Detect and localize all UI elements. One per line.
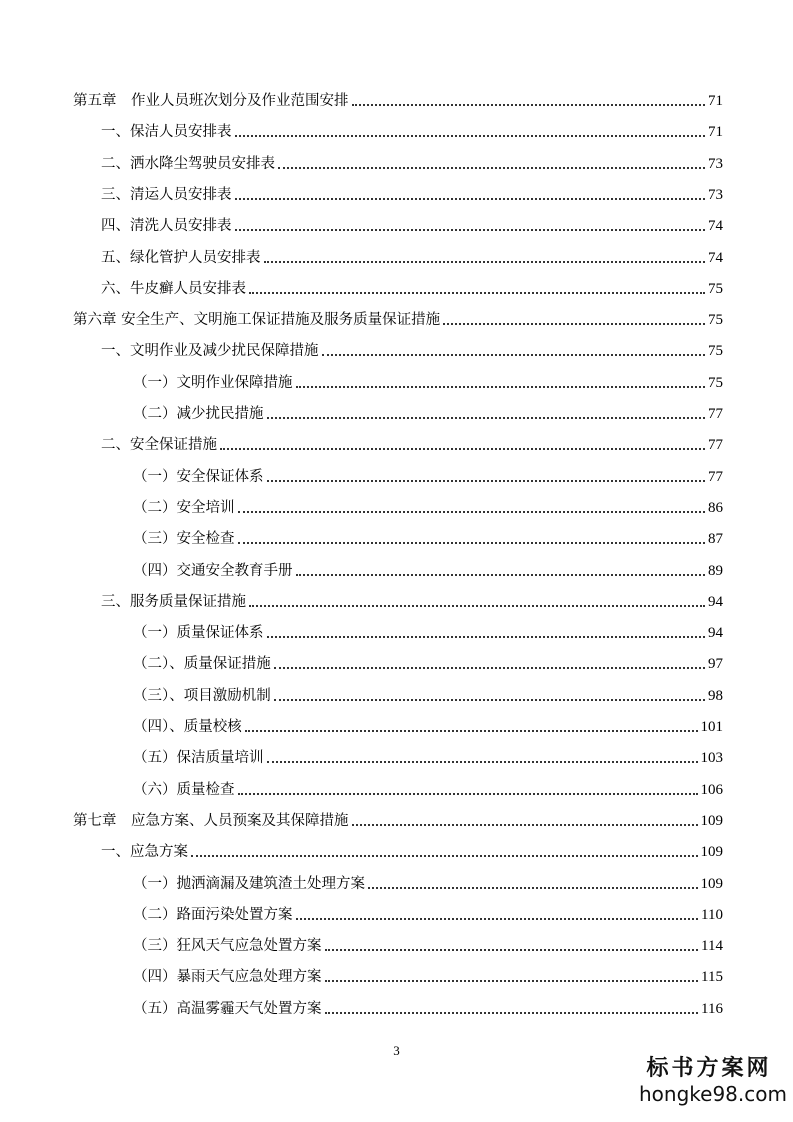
toc-entry-page: 116: [701, 1000, 723, 1017]
toc-entry[interactable]: [101, 430, 723, 454]
toc-dot-leader: [267, 636, 706, 638]
toc-dot-leader: [245, 730, 698, 732]
toc-dot-leader: [235, 135, 706, 137]
toc-dot-leader: [296, 918, 699, 920]
toc-entry-title: （六）质量检查: [133, 781, 235, 798]
toc-dot-leader: [322, 354, 706, 356]
toc-entry[interactable]: [101, 149, 723, 173]
toc-entry-page: 110: [701, 906, 723, 923]
page-number: 3: [393, 1043, 400, 1058]
toc-dot-leader: [443, 323, 705, 325]
toc-entry-page: 101: [700, 719, 723, 735]
toc-entry-title: 第六章 安全生产、文明施工保证措施及服务质量保证措施: [73, 312, 441, 329]
toc-entry-page: 73: [708, 155, 723, 172]
toc-entry-title: 二、洒水降尘驾驶员安排表: [101, 155, 275, 172]
toc-entry-title: （一）安全保证体系: [133, 468, 264, 485]
toc-entry-page: 75: [708, 343, 723, 360]
toc-entry[interactable]: [101, 837, 723, 861]
toc-dot-leader: [368, 887, 698, 889]
toc-entry[interactable]: [73, 806, 723, 830]
toc-dot-leader: [235, 229, 706, 231]
toc-entry-page: 109: [700, 844, 723, 861]
toc-entry-page: 74: [708, 249, 723, 266]
toc-entry-title: （二）减少扰民措施: [133, 406, 264, 422]
toc-entry-title: （五）保洁质量培训: [133, 750, 264, 767]
toc-entry[interactable]: [101, 180, 723, 204]
toc-dot-leader: [325, 1012, 699, 1014]
toc-entry[interactable]: [133, 524, 723, 548]
toc-dot-leader: [238, 542, 706, 544]
toc-dot-leader: [191, 855, 698, 857]
toc-entry-page: 89: [708, 562, 723, 579]
toc-dot-leader: [352, 104, 706, 106]
toc-dot-leader: [249, 292, 705, 294]
toc-entry-page: 114: [701, 938, 723, 955]
toc-entry-title: （三）、项目激励机制: [133, 687, 271, 704]
watermark-site-url: hongke98.com: [639, 1082, 787, 1106]
toc-entry-page: 75: [708, 280, 723, 297]
toc-entry[interactable]: [133, 462, 723, 486]
toc-entry[interactable]: [101, 336, 723, 360]
toc-entry-page: 75: [708, 374, 723, 391]
toc-entry[interactable]: [133, 931, 723, 955]
toc-entry[interactable]: [133, 994, 723, 1018]
toc-entry[interactable]: [73, 86, 723, 110]
toc-entry[interactable]: [133, 712, 723, 736]
toc-entry-title: （一）文明作业保障措施: [133, 374, 293, 391]
toc-dot-leader: [352, 824, 698, 826]
toc-entry-title: （四）、质量校核: [133, 719, 242, 735]
toc-entry[interactable]: [133, 962, 723, 986]
toc-entry-title: （一）质量保证体系: [133, 625, 264, 642]
toc-entry[interactable]: [133, 869, 723, 893]
toc-entry[interactable]: [133, 900, 723, 924]
toc-entry-title: （二）安全培训: [133, 499, 235, 516]
toc-entry-page: 94: [708, 625, 723, 642]
toc-dot-leader: [325, 949, 699, 951]
toc-dot-leader: [267, 761, 698, 763]
toc-entry-title: 一、保洁人员安排表: [101, 124, 232, 141]
toc-dot-leader: [267, 417, 706, 419]
toc-entry-page: 109: [700, 875, 723, 892]
toc-dot-leader: [235, 198, 706, 200]
toc-dot-leader: [249, 605, 705, 607]
toc-entry[interactable]: [133, 368, 723, 392]
toc-entry-title: 第五章 作业人员班次划分及作业范围安排: [73, 93, 349, 109]
toc-entry-page: 74: [708, 218, 723, 235]
toc-entry-title: （四）交通安全教育手册: [133, 562, 293, 579]
toc-entry-title: 三、清运人员安排表: [101, 186, 232, 203]
toc-entry-page: 98: [708, 687, 723, 704]
toc-entry-title: 六、牛皮癣人员安排表: [101, 280, 246, 297]
toc-entry-title: 五、绿化管护人员安排表: [101, 249, 261, 266]
toc-entry-page: 86: [708, 499, 723, 516]
toc-entry[interactable]: [133, 743, 723, 767]
toc-entry[interactable]: [133, 618, 723, 642]
toc-entry[interactable]: [133, 649, 723, 673]
toc-entry[interactable]: [101, 117, 723, 141]
toc-entry-page: 71: [708, 93, 723, 109]
toc-entry[interactable]: [133, 493, 723, 517]
toc-entry-page: 73: [708, 186, 723, 203]
toc-dot-leader: [296, 574, 706, 576]
toc-entry[interactable]: [101, 211, 723, 235]
toc-entry-page: 103: [700, 750, 723, 767]
toc-entry-title: 一、文明作业及减少扰民保障措施: [101, 343, 319, 360]
toc-dot-leader: [238, 793, 698, 795]
toc-entry-title: 二、安全保证措施: [101, 437, 217, 454]
toc-entry-title: 第七章 应急方案、人员预案及其保障措施: [73, 812, 349, 829]
toc-entry-title: 四、清洗人员安排表: [101, 218, 232, 235]
toc-entry-page: 77: [708, 437, 723, 454]
toc-entry-title: （三）安全检查: [133, 531, 235, 548]
toc-dot-leader: [274, 667, 705, 669]
toc-entry[interactable]: [101, 274, 723, 298]
toc-entry-page: 77: [708, 406, 723, 422]
toc-dot-leader: [220, 448, 705, 450]
toc-entry-title: 一、应急方案: [101, 844, 188, 861]
toc-entry-page: 106: [700, 781, 723, 798]
toc-entry-title: （一）抛洒滴漏及建筑渣土处理方案: [133, 875, 365, 892]
toc-entry-page: 77: [708, 468, 723, 485]
toc-entry-page: 109: [700, 812, 723, 829]
toc-entry[interactable]: [101, 587, 723, 611]
toc-dot-leader: [267, 480, 706, 482]
toc-dot-leader: [238, 511, 706, 513]
toc-entry[interactable]: [101, 243, 723, 267]
watermark-site-name: 标书方案网: [646, 1055, 772, 1081]
toc-dot-leader: [325, 980, 699, 982]
toc-entry-title: （五）高温雾霾天气处置方案: [133, 1000, 322, 1017]
toc-dot-leader: [296, 386, 706, 388]
toc-dot-leader: [264, 261, 706, 263]
toc-entry[interactable]: [133, 556, 723, 580]
toc-entry-page: 94: [708, 593, 723, 610]
toc-dot-leader: [278, 167, 705, 169]
toc-entry-page: 97: [708, 656, 723, 673]
toc-entry[interactable]: [73, 305, 723, 329]
toc-entry-title: （四）暴雨天气应急处理方案: [133, 969, 322, 986]
toc-entry-page: 75: [708, 312, 723, 329]
toc-dot-leader: [274, 699, 705, 701]
toc-entry-title: 三、服务质量保证措施: [101, 593, 246, 610]
toc-entry-page: 87: [708, 531, 723, 548]
toc-entry[interactable]: [133, 775, 723, 799]
toc-entry-page: 71: [708, 124, 723, 141]
toc-entry-title: （二）路面污染处置方案: [133, 906, 293, 923]
watermark-logo: [639, 1054, 787, 1114]
toc-entry[interactable]: [133, 399, 723, 423]
toc-entry-title: （三）狂风天气应急处置方案: [133, 938, 322, 955]
toc-entry[interactable]: [133, 681, 723, 705]
toc-entry-title: （二）、质量保证措施: [133, 656, 271, 673]
toc-entry-page: 115: [701, 969, 723, 986]
